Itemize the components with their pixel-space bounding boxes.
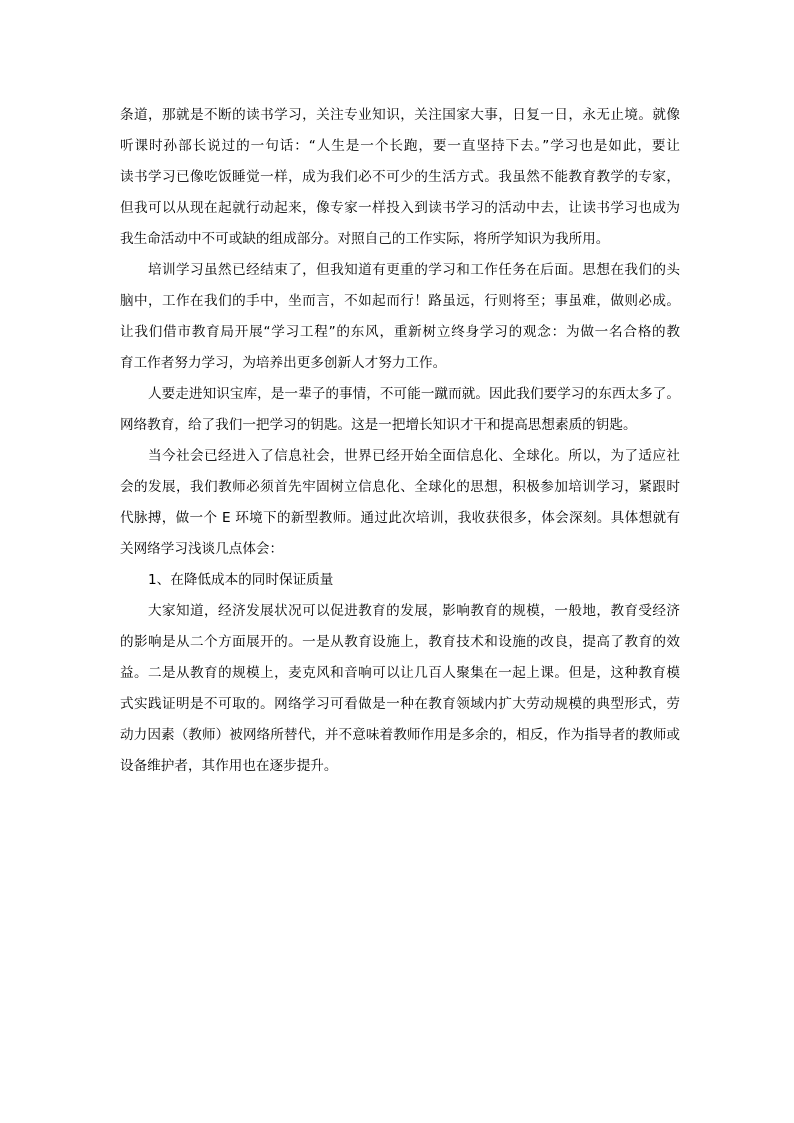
paragraph-line: 让我们借市教育局开展“学习工程”的东风，重新树立终身学习的观念：为做一名合格的教	[120, 324, 680, 340]
paragraph-line: 人要走进知识宝库，是一辈子的事情，不可能一蹴而就。因此我们要学习的东西太多了。	[148, 386, 680, 402]
paragraph-4	[120, 441, 680, 565]
paragraph-line: 动力因素（教师）被网络所替代，并不意味着教师作用是多余的，相反，作为指导者的教师或	[120, 727, 680, 743]
paragraph-line: 育工作者努力学习，为培养出更多创新人才努力工作。	[120, 355, 447, 371]
paragraph-line: 关网络学习浅谈几点体会：	[120, 541, 284, 557]
paragraph-3	[120, 379, 680, 441]
paragraph-line: 培训学习虽然已经结束了，但我知道有更重的学习和工作任务在后面。思想在我们的头	[148, 262, 680, 278]
paragraph-2	[120, 255, 680, 379]
paragraph-line: 会的发展，我们教师必须首先牢固树立信息化、全球化的思想，积极参加培训学习，紧跟时	[120, 479, 680, 495]
paragraph-line: 当今社会已经进入了信息社会，世界已经开始全面信息化、全球化。所以，为了适应社	[148, 448, 680, 464]
paragraph-line: 式实践证明是不可取的。网络学习可看做是一种在教育领域内扩大劳动规模的典型形式，劳	[120, 696, 680, 712]
paragraph-line: 我生命活动中不可或缺的组成部分。对照自己的工作实际，将所学知识为我所用。	[120, 231, 610, 247]
paragraph-line: 但我可以从现在起就行动起来，像专家一样投入到读书学习的活动中去，让读书学习也成为	[120, 200, 680, 216]
paragraph-6	[120, 596, 680, 782]
paragraph-line: 脑中，工作在我们的手中，坐而言，不如起而行！路虽远，行则将至；事虽难，做则必成。	[120, 293, 680, 309]
section-heading-text: 1、在降低成本的同时保证质量	[148, 572, 334, 588]
paragraph-1	[120, 100, 680, 255]
paragraph-line: 听课时孙部长说过的一句话：“人生是一个长跑，要一直坚持下去。”学习也是如此，要让	[120, 138, 680, 154]
paragraph-line: 的影响是从二个方面展开的。一是从教育设施上，教育技术和设施的改良，提高了教育的效	[120, 634, 680, 650]
paragraph-line: 读书学习已像吃饭睡觉一样，成为我们必不可少的生活方式。我虽然不能教育教学的专家，	[120, 169, 680, 185]
paragraph-line: 条道，那就是不断的读书学习，关注专业知识，关注国家大事，日复一日，永无止境。就像	[120, 107, 680, 123]
section-heading	[120, 565, 680, 596]
paragraph-line: 益。二是从教育的规模上，麦克风和音响可以让几百人聚集在一起上课。但是，这种教育模	[120, 665, 680, 681]
paragraph-line: 代脉搏，做一个 E 环境下的新型教师。通过此次培训，我收获很多，体会深刻。具体想就有	[120, 510, 680, 526]
paragraph-line: 大家知道，经济发展状况可以促进教育的发展，影响教育的规模，一般地，教育受经济	[148, 603, 680, 619]
paragraph-line: 设备维护者，其作用也在逐步提升。	[120, 758, 338, 774]
paragraph-line: 网络教育，给了我们一把学习的钥匙。这是一把增长知识才干和提高思想素质的钥匙。	[120, 417, 637, 433]
